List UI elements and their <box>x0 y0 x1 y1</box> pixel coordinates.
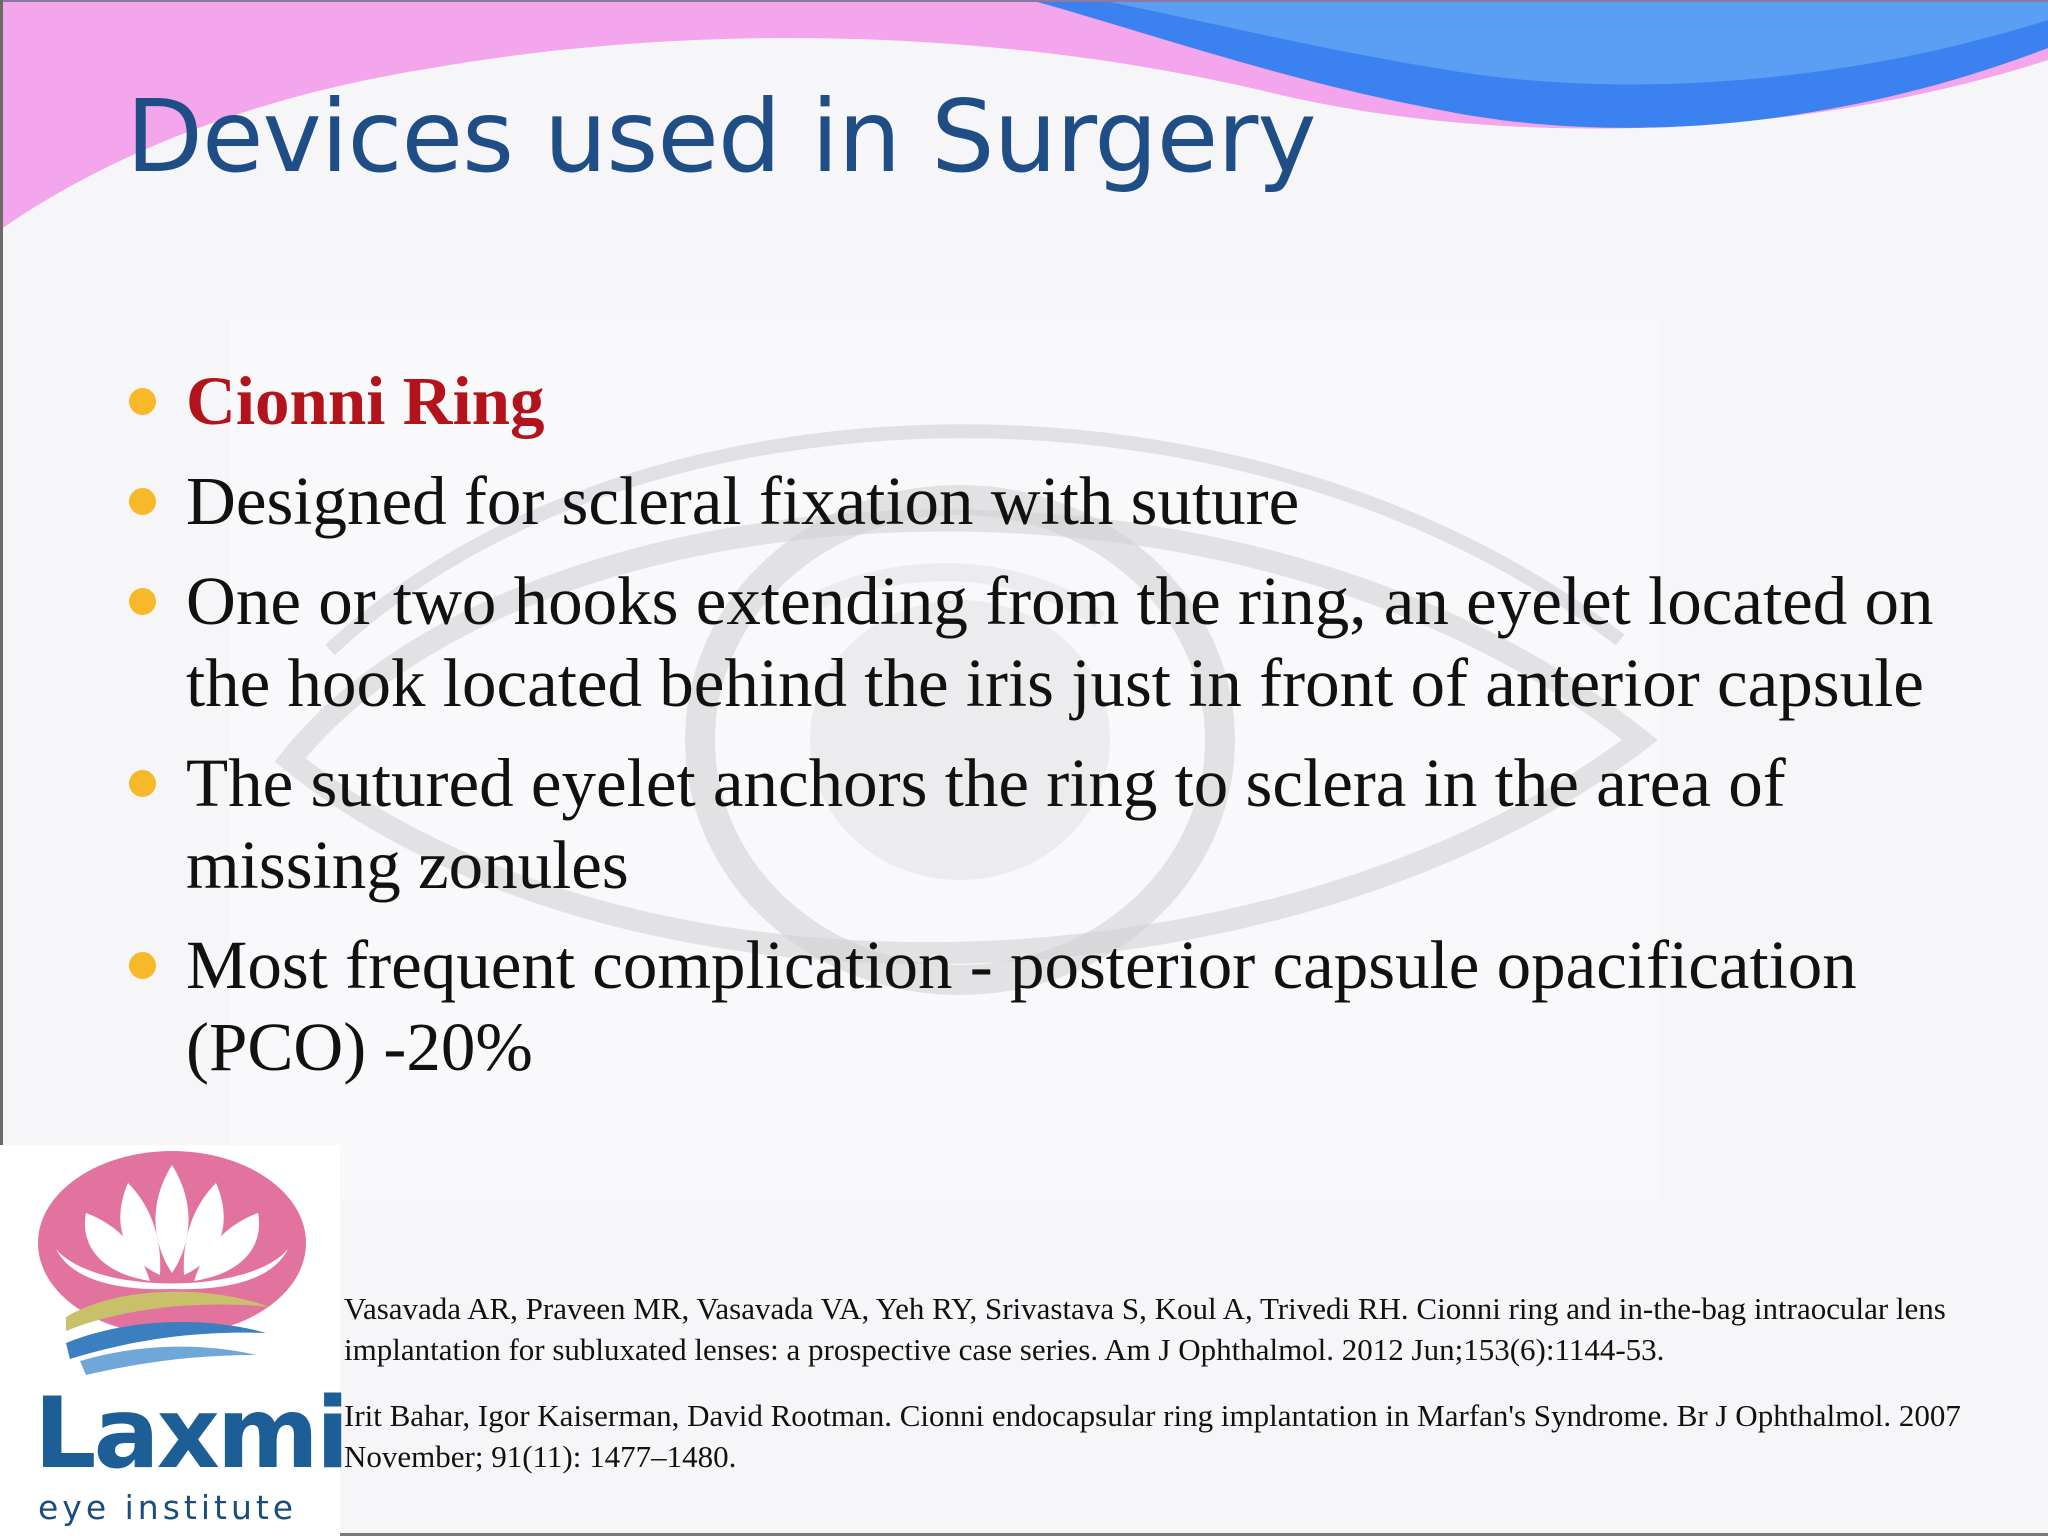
bullet-marker-icon <box>129 488 156 515</box>
bullet-text: Most frequent complication - posterior capsule opacification (PCO) -20% <box>186 927 1857 1085</box>
bullet-item <box>124 924 2014 1088</box>
bullet-item <box>124 460 2014 542</box>
slide-title: Devices used in Surgery <box>126 78 1316 195</box>
bullet-item <box>124 360 2014 442</box>
bullet-marker-icon <box>129 388 156 415</box>
bullet-item <box>124 742 2014 906</box>
bullet-marker-icon <box>129 770 156 797</box>
bullet-list <box>124 360 2014 1106</box>
slide-border-top <box>0 0 2048 2</box>
bullet-text: The sutured eyelet anchors the ring to sclera in the area of missing zonules <box>186 745 1786 903</box>
bullet-marker-icon <box>129 588 156 615</box>
logo-tagline: eye institute <box>38 1488 298 1527</box>
bullet-text: Designed for scleral fixation with suture <box>186 463 1300 539</box>
bullet-text: One or two hooks extending from the ring, an eyelet located on the hook located behind the iris just in front of anterior capsule <box>186 563 1934 721</box>
reference-item: Irit Bahar, Igor Kaiserman, David Rootman. Cionni endocapsular ring implantation in Marfan's Syndrome. Br J Ophthalmol. 2007 November; 91(11): 1477–1480. <box>344 1398 1961 1474</box>
bullet-item <box>124 560 2014 724</box>
bullet-text: Cionni Ring <box>186 363 545 439</box>
laxmi-logo <box>0 1145 347 1536</box>
slide-border-left <box>0 0 3 1145</box>
bullet-marker-icon <box>129 952 156 979</box>
reference-item: Vasavada AR, Praveen MR, Vasavada VA, Yeh RY, Srivastava S, Koul A, Trivedi RH. Cionni ring and in-the-bag intraocular lens implantation for subluxated lenses: a prospective case series. Am J Ophthalmol. 2012 Jun;153(6):1144-53. <box>344 1291 1946 1367</box>
logo-wordmark: Laxmi <box>34 1377 347 1491</box>
lotus-logo-icon <box>0 1145 340 1385</box>
references <box>344 1288 2024 1477</box>
